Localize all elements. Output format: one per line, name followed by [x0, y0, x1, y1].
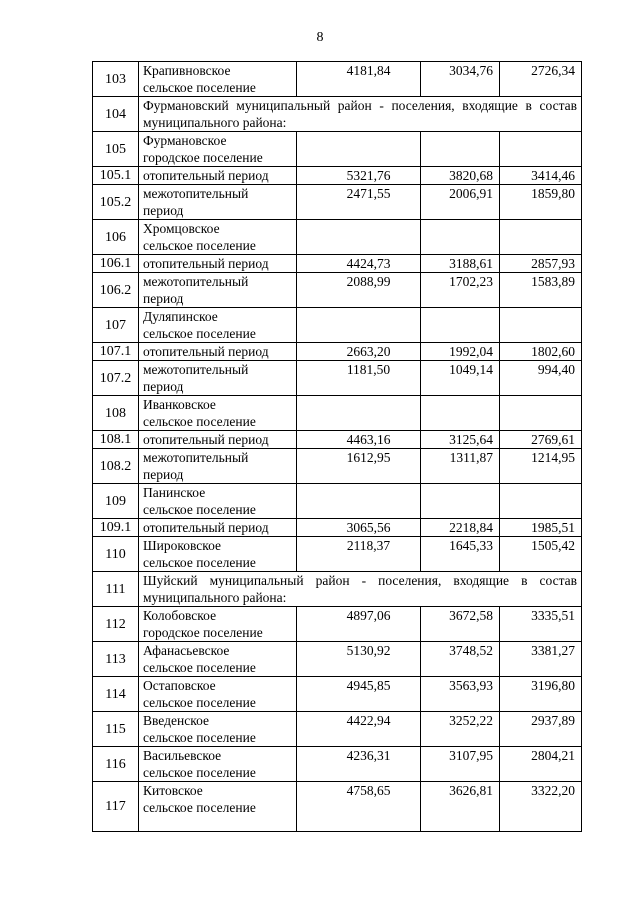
- value-cell: 3335,51: [500, 607, 582, 642]
- value-cell: [297, 396, 421, 431]
- value-cell: 1505,42: [500, 537, 582, 572]
- row-number: 108.1: [93, 431, 139, 449]
- row-number: 114: [93, 677, 139, 712]
- table-row: [93, 519, 582, 537]
- value-cell: 4181,84: [297, 62, 421, 97]
- settlement-name: межотопительный период: [139, 185, 297, 220]
- table-row: [93, 607, 582, 642]
- value-cell: 3188,61: [421, 255, 500, 273]
- value-cell: [297, 132, 421, 167]
- value-cell: 4945,85: [297, 677, 421, 712]
- table-row: [93, 537, 582, 572]
- value-cell: 2471,55: [297, 185, 421, 220]
- row-number: 105.1: [93, 167, 139, 185]
- table-row: [93, 97, 582, 132]
- table-row: [93, 308, 582, 343]
- table-row: [93, 132, 582, 167]
- value-cell: 3196,80: [500, 677, 582, 712]
- value-cell: 1181,50: [297, 361, 421, 396]
- value-cell: 3034,76: [421, 62, 500, 97]
- table-row: [93, 712, 582, 747]
- value-cell: 1049,14: [421, 361, 500, 396]
- value-cell: 2663,20: [297, 343, 421, 361]
- value-cell: [421, 484, 500, 519]
- value-cell: 4897,06: [297, 607, 421, 642]
- row-number: 105: [93, 132, 139, 167]
- value-cell: [297, 308, 421, 343]
- table-row: [93, 343, 582, 361]
- value-cell: 3672,58: [421, 607, 500, 642]
- tariff-table: [92, 61, 582, 832]
- settlement-name: Хромцовское сельское поселение: [139, 220, 297, 255]
- row-number: 105.2: [93, 185, 139, 220]
- settlement-name: Панинское сельское поселение: [139, 484, 297, 519]
- value-cell: [500, 132, 582, 167]
- value-cell: [297, 484, 421, 519]
- value-cell: [500, 484, 582, 519]
- settlement-name: отопительный период: [139, 255, 297, 273]
- row-number: 108.2: [93, 449, 139, 484]
- settlement-name: Фурмановское городское поселение: [139, 132, 297, 167]
- value-cell: 2088,99: [297, 273, 421, 308]
- value-cell: 1311,87: [421, 449, 500, 484]
- value-cell: [500, 396, 582, 431]
- value-cell: 3820,68: [421, 167, 500, 185]
- value-cell: 1583,89: [500, 273, 582, 308]
- value-cell: 2857,93: [500, 255, 582, 273]
- table-row: [93, 677, 582, 712]
- value-cell: 1645,33: [421, 537, 500, 572]
- value-cell: 3748,52: [421, 642, 500, 677]
- table-row: [93, 642, 582, 677]
- value-cell: 1859,80: [500, 185, 582, 220]
- settlement-name: Афанасьевское сельское поселение: [139, 642, 297, 677]
- district-heading: Фурмановский муниципальный район - поселения, входящие в состав муниципального района:: [139, 97, 582, 132]
- row-number: 106.2: [93, 273, 139, 308]
- table-row: [93, 185, 582, 220]
- table-row: [93, 396, 582, 431]
- settlement-name: Дуляпинское сельское поселение: [139, 308, 297, 343]
- table-row: [93, 572, 582, 607]
- table-row: [93, 484, 582, 519]
- row-number: 117: [93, 782, 139, 832]
- value-cell: [297, 220, 421, 255]
- value-cell: 2937,89: [500, 712, 582, 747]
- value-cell: 2118,37: [297, 537, 421, 572]
- row-number: 110: [93, 537, 139, 572]
- value-cell: 3626,81: [421, 782, 500, 832]
- value-cell: 1802,60: [500, 343, 582, 361]
- value-cell: 5130,92: [297, 642, 421, 677]
- value-cell: 1992,04: [421, 343, 500, 361]
- row-number: 115: [93, 712, 139, 747]
- row-number: 106: [93, 220, 139, 255]
- table-row: [93, 747, 582, 782]
- value-cell: [421, 396, 500, 431]
- value-cell: 4758,65: [297, 782, 421, 832]
- settlement-name: отопительный период: [139, 519, 297, 537]
- value-cell: 1214,95: [500, 449, 582, 484]
- table-row: [93, 273, 582, 308]
- value-cell: 2006,91: [421, 185, 500, 220]
- value-cell: [421, 132, 500, 167]
- value-cell: [421, 220, 500, 255]
- settlement-name: отопительный период: [139, 343, 297, 361]
- value-cell: 3563,93: [421, 677, 500, 712]
- settlement-name: Васильевское сельское поселение: [139, 747, 297, 782]
- row-number: 104: [93, 97, 139, 132]
- row-number: 103: [93, 62, 139, 97]
- settlement-name: межотопительный период: [139, 361, 297, 396]
- value-cell: 2218,84: [421, 519, 500, 537]
- settlement-name: Иванковское сельское поселение: [139, 396, 297, 431]
- row-number: 107.2: [93, 361, 139, 396]
- value-cell: 1702,23: [421, 273, 500, 308]
- table-row: [93, 220, 582, 255]
- table-row: [93, 431, 582, 449]
- value-cell: 1612,95: [297, 449, 421, 484]
- value-cell: 3065,56: [297, 519, 421, 537]
- value-cell: 5321,76: [297, 167, 421, 185]
- settlement-name: межотопительный период: [139, 449, 297, 484]
- row-number: 107.1: [93, 343, 139, 361]
- value-cell: 994,40: [500, 361, 582, 396]
- value-cell: 2769,61: [500, 431, 582, 449]
- value-cell: 4236,31: [297, 747, 421, 782]
- row-number: 116: [93, 747, 139, 782]
- value-cell: 3381,27: [500, 642, 582, 677]
- table-row: [93, 62, 582, 97]
- value-cell: 2804,21: [500, 747, 582, 782]
- row-number: 109.1: [93, 519, 139, 537]
- value-cell: 3125,64: [421, 431, 500, 449]
- row-number: 111: [93, 572, 139, 607]
- row-number: 107: [93, 308, 139, 343]
- settlement-name: Китовское сельское поселение: [139, 782, 297, 832]
- value-cell: 4463,16: [297, 431, 421, 449]
- settlement-name: отопительный период: [139, 431, 297, 449]
- settlement-name: межотопительный период: [139, 273, 297, 308]
- value-cell: 4424,73: [297, 255, 421, 273]
- row-number: 108: [93, 396, 139, 431]
- value-cell: 3252,22: [421, 712, 500, 747]
- value-cell: 1985,51: [500, 519, 582, 537]
- value-cell: [421, 308, 500, 343]
- row-number: 113: [93, 642, 139, 677]
- value-cell: [500, 308, 582, 343]
- value-cell: 2726,34: [500, 62, 582, 97]
- settlement-name: Широковское сельское поселение: [139, 537, 297, 572]
- district-heading: Шуйский муниципальный район - поселения, входящие в состав муниципального района:: [139, 572, 582, 607]
- page-number: 8: [316, 30, 324, 45]
- row-number: 109: [93, 484, 139, 519]
- settlement-name: Крапивновское сельское поселение: [139, 62, 297, 97]
- settlement-name: Остаповское сельское поселение: [139, 677, 297, 712]
- row-number: 106.1: [93, 255, 139, 273]
- value-cell: 3414,46: [500, 167, 582, 185]
- table-row: [93, 449, 582, 484]
- settlement-name: Введенское сельское поселение: [139, 712, 297, 747]
- row-number: 112: [93, 607, 139, 642]
- value-cell: 3107,95: [421, 747, 500, 782]
- table-row: [93, 255, 582, 273]
- value-cell: 4422,94: [297, 712, 421, 747]
- value-cell: [500, 220, 582, 255]
- table-row: [93, 782, 582, 832]
- table-row: [93, 167, 582, 185]
- settlement-name: Колобовское городское поселение: [139, 607, 297, 642]
- value-cell: 3322,20: [500, 782, 582, 832]
- table-row: [93, 361, 582, 396]
- settlement-name: отопительный период: [139, 167, 297, 185]
